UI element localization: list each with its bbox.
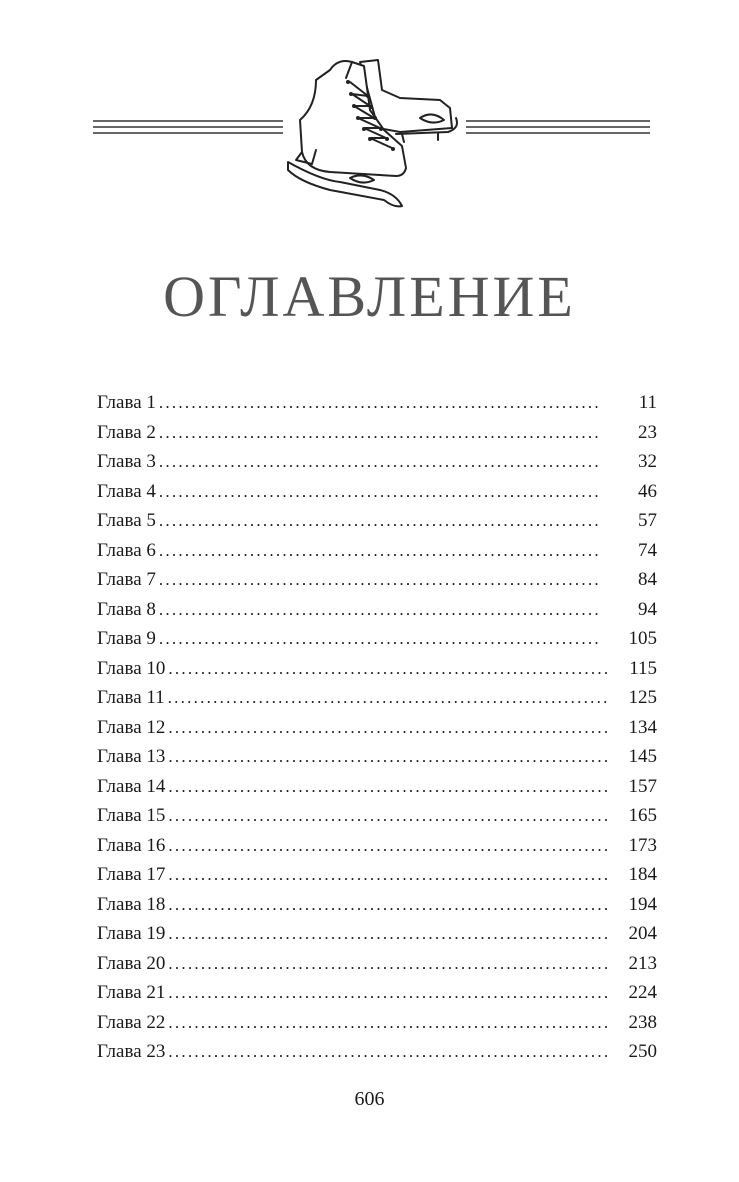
- toc-entry-page: 213: [628, 952, 657, 974]
- toc-entry-page: 238: [628, 1011, 657, 1033]
- toc-entry: [97, 683, 657, 713]
- toc-entry-label: Глава 2: [97, 421, 156, 443]
- toc-entry-page: 173: [628, 834, 657, 856]
- toc-entry-page: 145: [628, 746, 657, 767]
- toc-entry-label: Глава 20: [97, 952, 166, 974]
- toc-entry-label: Глава 11: [97, 687, 165, 708]
- toc-entry: [97, 595, 657, 625]
- toc-leader-dots: [168, 949, 625, 979]
- toc-leader-dots: [159, 447, 635, 477]
- toc-entry-page: 46: [638, 480, 657, 502]
- toc-entry-label: Глава 4: [97, 480, 156, 502]
- toc-entry: [97, 742, 657, 772]
- toc-entry: [97, 1008, 657, 1038]
- toc-entry: [97, 772, 657, 802]
- toc-entry: [97, 919, 657, 949]
- toc-entry: [97, 418, 657, 448]
- toc-entry-page: 32: [638, 451, 657, 472]
- toc-entry-label: Глава 14: [97, 775, 166, 797]
- toc-entry: [97, 713, 657, 743]
- toc-entry-page: 184: [628, 864, 657, 885]
- toc-entry: [97, 506, 657, 536]
- toc-entry-page: 115: [629, 657, 657, 679]
- toc-leader-dots: [168, 654, 626, 684]
- toc-entry-page: 134: [628, 716, 657, 738]
- table-of-contents: [97, 388, 657, 1067]
- header-ornament: [0, 0, 739, 230]
- toc-entry-label: Глава 15: [97, 805, 166, 826]
- toc-entry-label: Глава 13: [97, 746, 166, 767]
- toc-entry-label: Глава 21: [97, 982, 166, 1003]
- toc-leader-dots: [168, 831, 625, 861]
- toc-entry: [97, 978, 657, 1008]
- toc-entry: [97, 949, 657, 979]
- toc-entry-label: Глава 5: [97, 510, 156, 531]
- toc-entry-page: 84: [638, 569, 657, 590]
- toc-leader-dots: [159, 506, 635, 536]
- toc-leader-dots: [168, 713, 625, 743]
- toc-leader-dots: [168, 890, 625, 920]
- toc-entry: [97, 388, 657, 418]
- toc-leader-dots: [159, 624, 626, 654]
- toc-leader-dots: [159, 595, 635, 625]
- toc-entry-page: 125: [628, 687, 657, 708]
- page-title: ОГЛАВЛЕНИЕ: [163, 264, 576, 329]
- ice-skates-icon: [288, 60, 457, 206]
- toc-entry-page: 57: [638, 510, 657, 531]
- toc-entry-page: 157: [628, 775, 657, 797]
- toc-entry-page: 94: [638, 598, 657, 620]
- page-number: 606: [354, 1088, 385, 1110]
- toc-leader-dots: [159, 477, 635, 507]
- toc-entry-page: 165: [628, 805, 657, 826]
- toc-entry: [97, 536, 657, 566]
- toc-entry-label: Глава 16: [97, 834, 166, 856]
- toc-entry-label: Глава 17: [97, 864, 166, 885]
- toc-entry: [97, 801, 657, 831]
- toc-leader-dots: [159, 536, 635, 566]
- toc-entry-label: Глава 8: [97, 598, 156, 620]
- toc-entry-label: Глава 7: [97, 569, 156, 590]
- toc-entry-label: Глава 12: [97, 716, 166, 738]
- toc-entry-label: Глава 18: [97, 893, 166, 915]
- toc-entry-page: 194: [628, 893, 657, 915]
- toc-entry-page: 11: [638, 392, 657, 413]
- toc-leader-dots: [168, 1008, 625, 1038]
- toc-entry-label: Глава 1: [97, 392, 156, 413]
- toc-leader-dots: [168, 1037, 625, 1067]
- toc-entry: [97, 565, 657, 595]
- toc-entry-label: Глава 6: [97, 539, 156, 561]
- toc-entry: [97, 624, 657, 654]
- toc-leader-dots: [168, 978, 625, 1008]
- toc-entry: [97, 860, 657, 890]
- toc-leader-dots: [168, 860, 625, 890]
- toc-leader-dots: [168, 772, 625, 802]
- toc-entry: [97, 477, 657, 507]
- toc-entry-page: 204: [628, 923, 657, 944]
- left-rule: [93, 121, 283, 133]
- toc-leader-dots: [159, 388, 636, 418]
- toc-entry-page: 224: [628, 982, 657, 1003]
- right-rule: [466, 121, 650, 133]
- toc-entry-page: 250: [628, 1041, 657, 1062]
- toc-entry: [97, 831, 657, 861]
- toc-leader-dots: [168, 919, 625, 949]
- toc-entry-label: Глава 9: [97, 628, 156, 649]
- toc-entry: [97, 654, 657, 684]
- toc-entry-label: Глава 3: [97, 451, 156, 472]
- toc-entry-page: 23: [638, 421, 657, 443]
- toc-leader-dots: [168, 742, 625, 772]
- toc-entry: [97, 447, 657, 477]
- toc-entry-page: 74: [638, 539, 657, 561]
- toc-entry-label: Глава 23: [97, 1041, 166, 1062]
- toc-leader-dots: [159, 418, 635, 448]
- toc-entry-label: Глава 10: [97, 657, 166, 679]
- toc-leader-dots: [168, 683, 626, 713]
- toc-entry: [97, 1037, 657, 1067]
- toc-leader-dots: [159, 565, 635, 595]
- toc-leader-dots: [168, 801, 625, 831]
- toc-entry-page: 105: [628, 628, 657, 649]
- toc-entry-label: Глава 19: [97, 923, 166, 944]
- toc-entry: [97, 890, 657, 920]
- toc-entry-label: Глава 22: [97, 1011, 166, 1033]
